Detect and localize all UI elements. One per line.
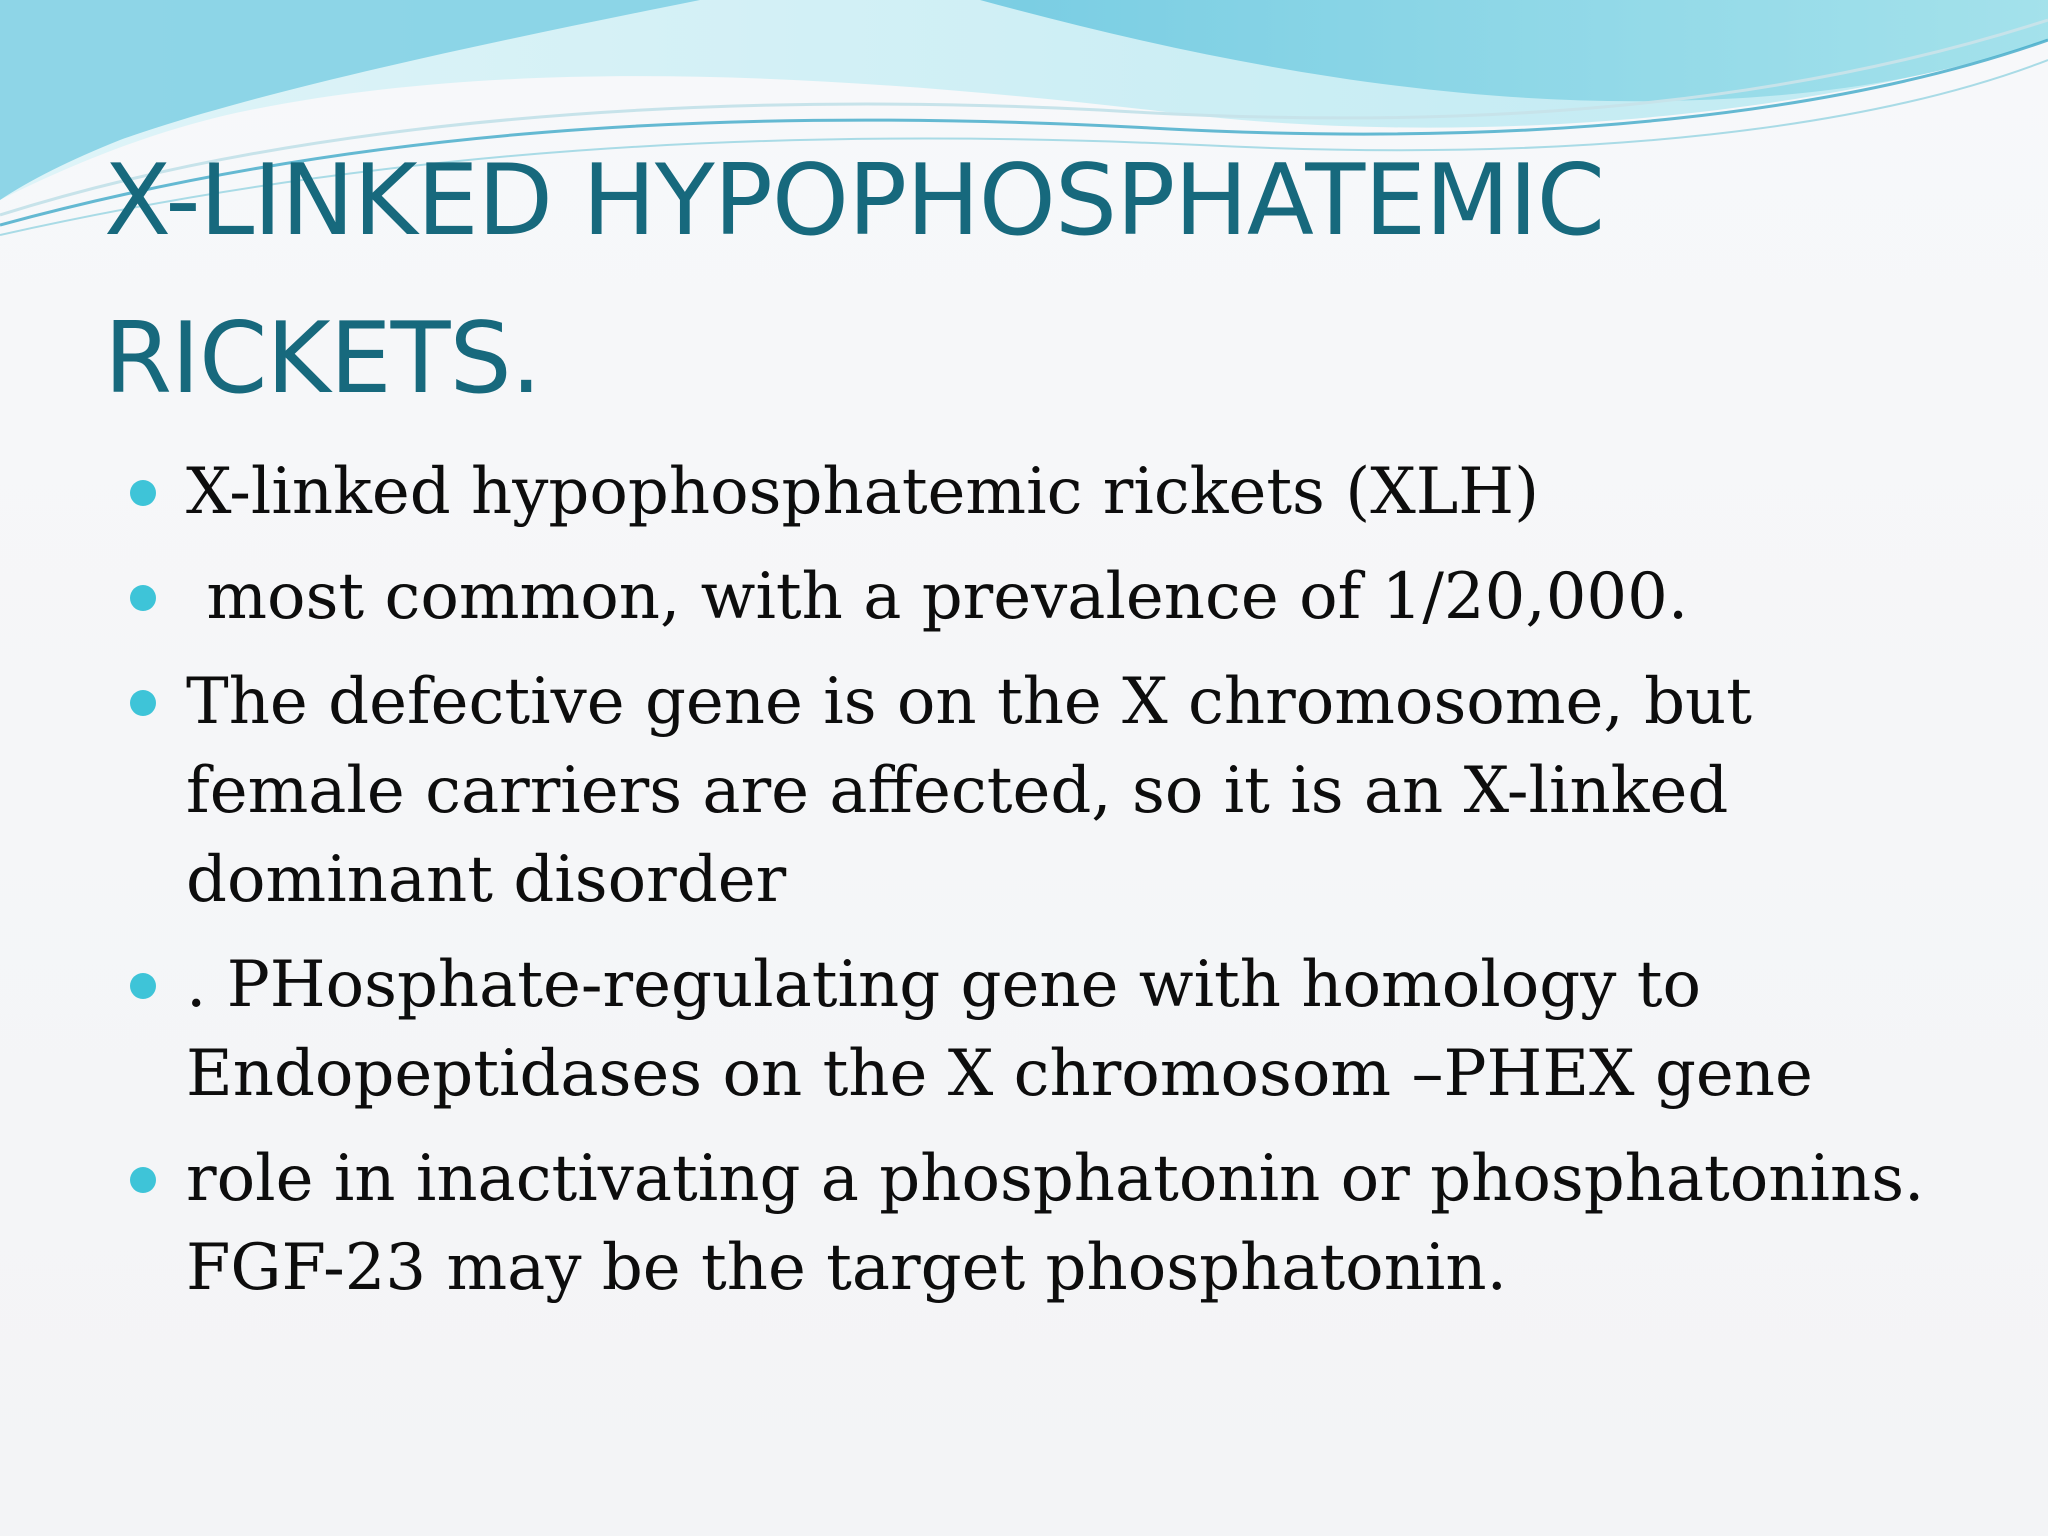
title-line-1: X-LINKED HYPOPHOSPHATEMIC (104, 144, 1605, 258)
bullet-dot-icon (130, 690, 156, 716)
bullet-item-prevalence (128, 553, 1988, 642)
bullet-item-defective-gene (128, 658, 1988, 925)
bullet-line: role in inactivating a phosphatonin or phosphatonins. (186, 1142, 1925, 1216)
bullet-line: Endopeptidases on the X chromosom –PHEX gene (186, 1037, 1813, 1111)
bullet-item-phosphatonin (128, 1135, 1988, 1313)
bullet-item-phex (128, 941, 1988, 1119)
title-line-2: RICKETS. (104, 302, 541, 416)
bullet-line: dominant disorder (186, 843, 787, 917)
bullet-list (128, 448, 1988, 1329)
bullet-line: . PHosphate-regulating gene with homology to (186, 948, 1701, 1022)
bullet-dot-icon (130, 480, 156, 506)
bullet-line: The defective gene is on the X chromosome, but (186, 665, 1752, 739)
bullet-dot-icon (130, 585, 156, 611)
bullet-dot-icon (130, 973, 156, 999)
bullet-line: X-linked hypophosphatemic rickets (XLH) (186, 455, 1540, 529)
bullet-line: most common, with a prevalence of 1/20,000. (186, 560, 1689, 634)
bullet-dot-icon (130, 1167, 156, 1193)
slide-title (104, 122, 1984, 438)
bullet-line: FGF-23 may be the target phosphatonin. (186, 1231, 1507, 1305)
bullet-line: female carriers are affected, so it is an X-linked (186, 754, 1729, 828)
bullet-item-xlh (128, 448, 1988, 537)
